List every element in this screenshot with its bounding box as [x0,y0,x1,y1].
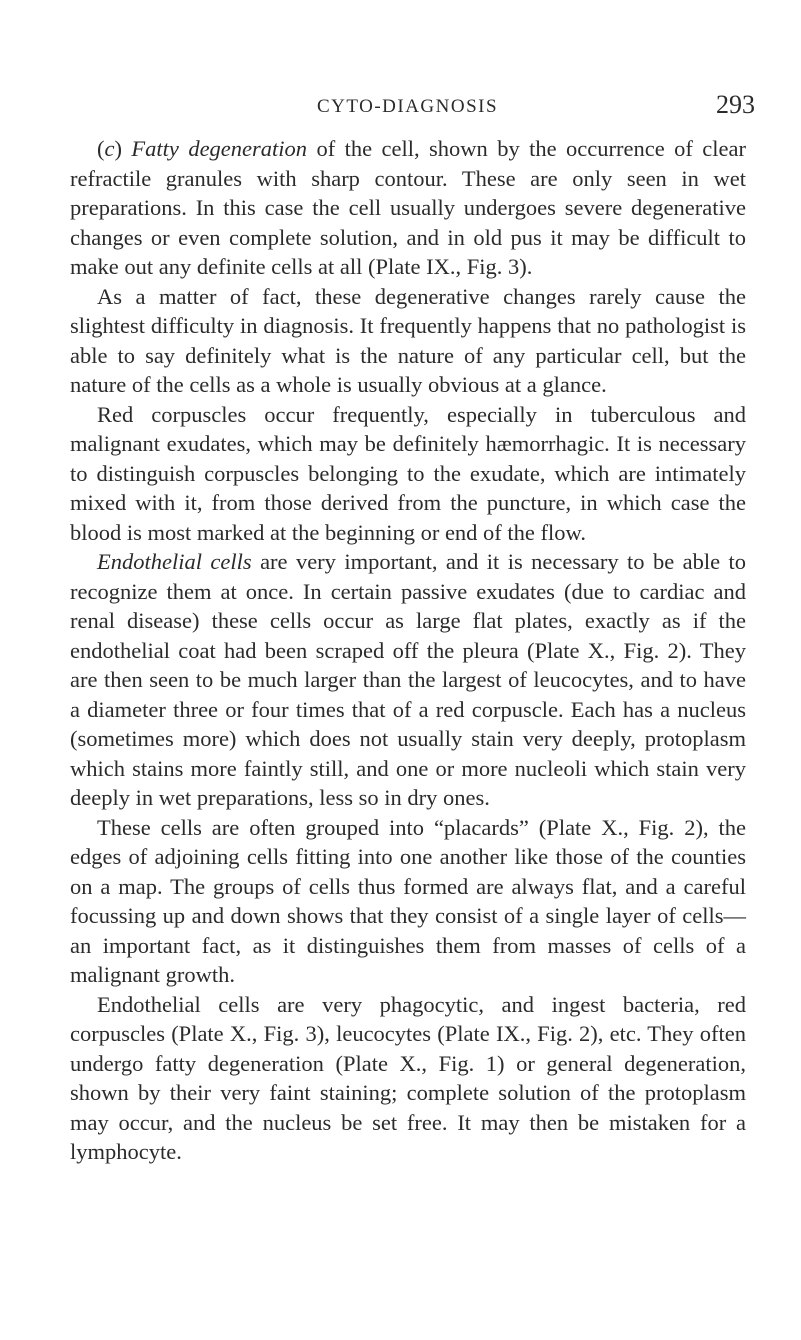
paragraph-red-corpuscles [70,400,746,548]
running-head [60,90,755,120]
paragraph-placards [70,813,746,990]
term-endothelial-cells: Endothelial cells [97,549,252,574]
body-text [70,134,746,1167]
term-fatty-degeneration: Fatty degeneration [131,136,308,161]
paragraph-text: are very important, and it is necessary to be able to recognize them at once. In certain passive exudates (due to cardiac and renal disease) these cells occur as large flat plates, exactly as if the endothelial coat had been scraped off the pleura (Plate X., Fig. 2). They are then seen to be much larger than the largest of leucocytes, and to have a diameter three or four times that of a red corpuscle. Each has a nucleus (sometimes more) which does not usually stain very deeply, protoplasm which stains more faintly still, and one or more nucleoli which stain very deeply in wet preparations, less so in dry ones. [70,549,746,810]
paragraph-fatty-degeneration: (c) Fatty degeneration of the cell, shown by the occurrence of clear refractile granules with sharp contour. These are only seen in wet preparations. In this case the cell usually undergoes severe degenerative changes or even complete solution, and in old pus it may be difficult to make out any definite cells at all (Plate IX., Fig. 3). [70,136,746,279]
paragraph-endothelial-cells [70,547,746,813]
paragraph-text: These cells are often grouped into “placards” (Plate X., Fig. 2), the edges of adjoining cells fitting into one another like those of the counties on a map. The groups of cells thus formed are always flat, and a careful focussing up and down shows that they consist of a single layer of cells—an important fact, as it distinguishes them from masses of cells of a malignant growth. [70,814,746,987]
paragraph-text: Red corpuscles occur frequently, especially in tuberculous and malignant exudates, which may be definitely hæmorrhagic. It is necessary to distinguish corpuscles belonging to the exudate, which are intimately mixed with it, from those derived from the puncture, in which case the blood is most marked at the beginning or end of the flow. [70,401,746,545]
paragraph-text: As a matter of fact, these degenerative changes rarely cause the slightest difficulty in diagnosis. It frequently happens that no pathologist is able to say definitely what is the nature of any particular cell, but the nature of the cells as a whole is usually obvious at a glance. [70,283,746,397]
running-title: CYTO-DIAGNOSIS [316,96,499,117]
paragraph-text: Endothelial cells are very phagocytic, and ingest bacteria, red corpuscles (Plate X., Fig. 3), leucocytes (Plate IX., Fig. 2), etc. They often undergo fatty degeneration (Plate X., Fig. 1) or general degeneration, shown by their very faint staining; complete solution of the protoplasm may occur, and the nucleus be set free. It may then be mistaken for a lymphocyte. [70,991,746,1164]
paragraph-phagocytic [70,990,746,1167]
page-number: 293 [716,90,755,119]
item-label: c [104,136,115,161]
paragraph-degenerative-changes [70,282,746,400]
paragraph-text: of the cell, shown by the occurrence of clear refractile granules with sharp contour. These are only seen in wet preparations. In this case the cell usually undergoes severe degenerative changes or even complete solution, and in old pus it may be difficult to make out any definite cells at all (Plate IX., Fig. 3). [70,136,746,279]
